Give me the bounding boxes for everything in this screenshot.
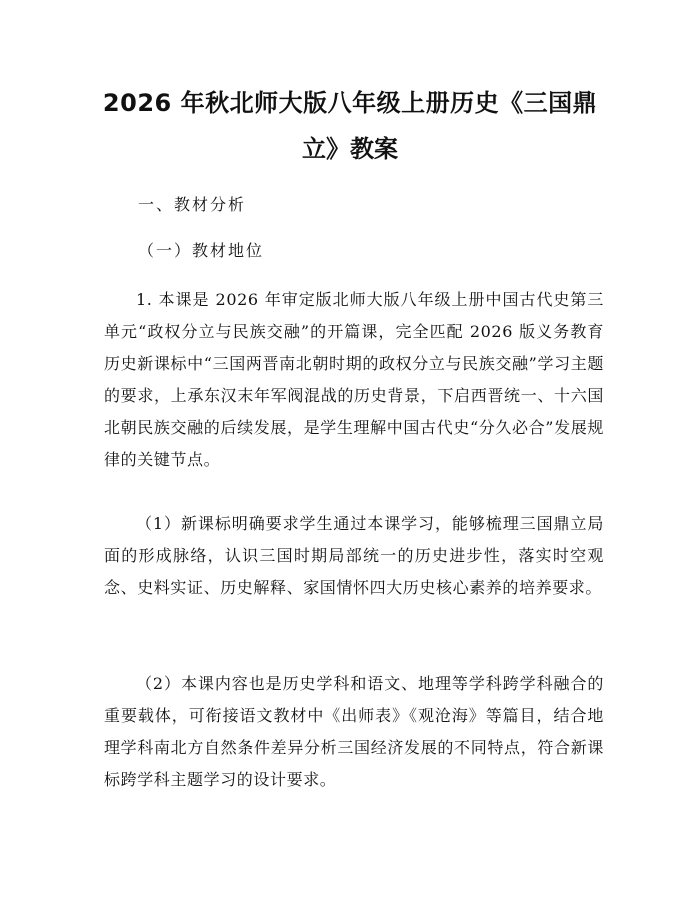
document-title-line-2: 立》教案: [302, 135, 398, 163]
paragraph-curriculum-requirement: （1）新课标明确要求学生通过本课学习，能够梳理三国鼎立局面的形成脉络，认识三国时期局部统一的历史进步性，落实时空观念、史料实证、历史解释、家国情怀四大历史核心素养的培养要求。: [104, 514, 604, 597]
subsection-heading: （一）教材地位: [138, 241, 265, 260]
section-heading: 一、教材分析: [138, 195, 247, 214]
document-title-line-1: 2026 年秋北师大版八年级上册历史《三国鼎: [102, 89, 598, 117]
paragraph-teaching-position: 1. 本课是 2026 年审定版北师大版八年级上册中国古代史第三单元“政权分立与民族交融”的开篇课，完全匹配 2026 版义务教育历史新课标中“三国两晋南北朝时期的政权分立与民族交融”学习主题的要求，上承东汉末年军阀混战的历史背景，下启西晋统一、十六国北朝民族交融的后续发展，是学生理解中国古代史“分久必合”发展规律的关键节点。: [104, 290, 604, 469]
paragraph-interdisciplinary: （2）本课内容也是历史学科和语文、地理等学科跨学科融合的重要载体，可衔接语文教材中《出师表》《观沧海》等篇目，结合地理学科南北方自然条件差异分析三国经济发展的不同特点，符合新课标跨学科主题学习的设计要求。: [104, 674, 604, 789]
